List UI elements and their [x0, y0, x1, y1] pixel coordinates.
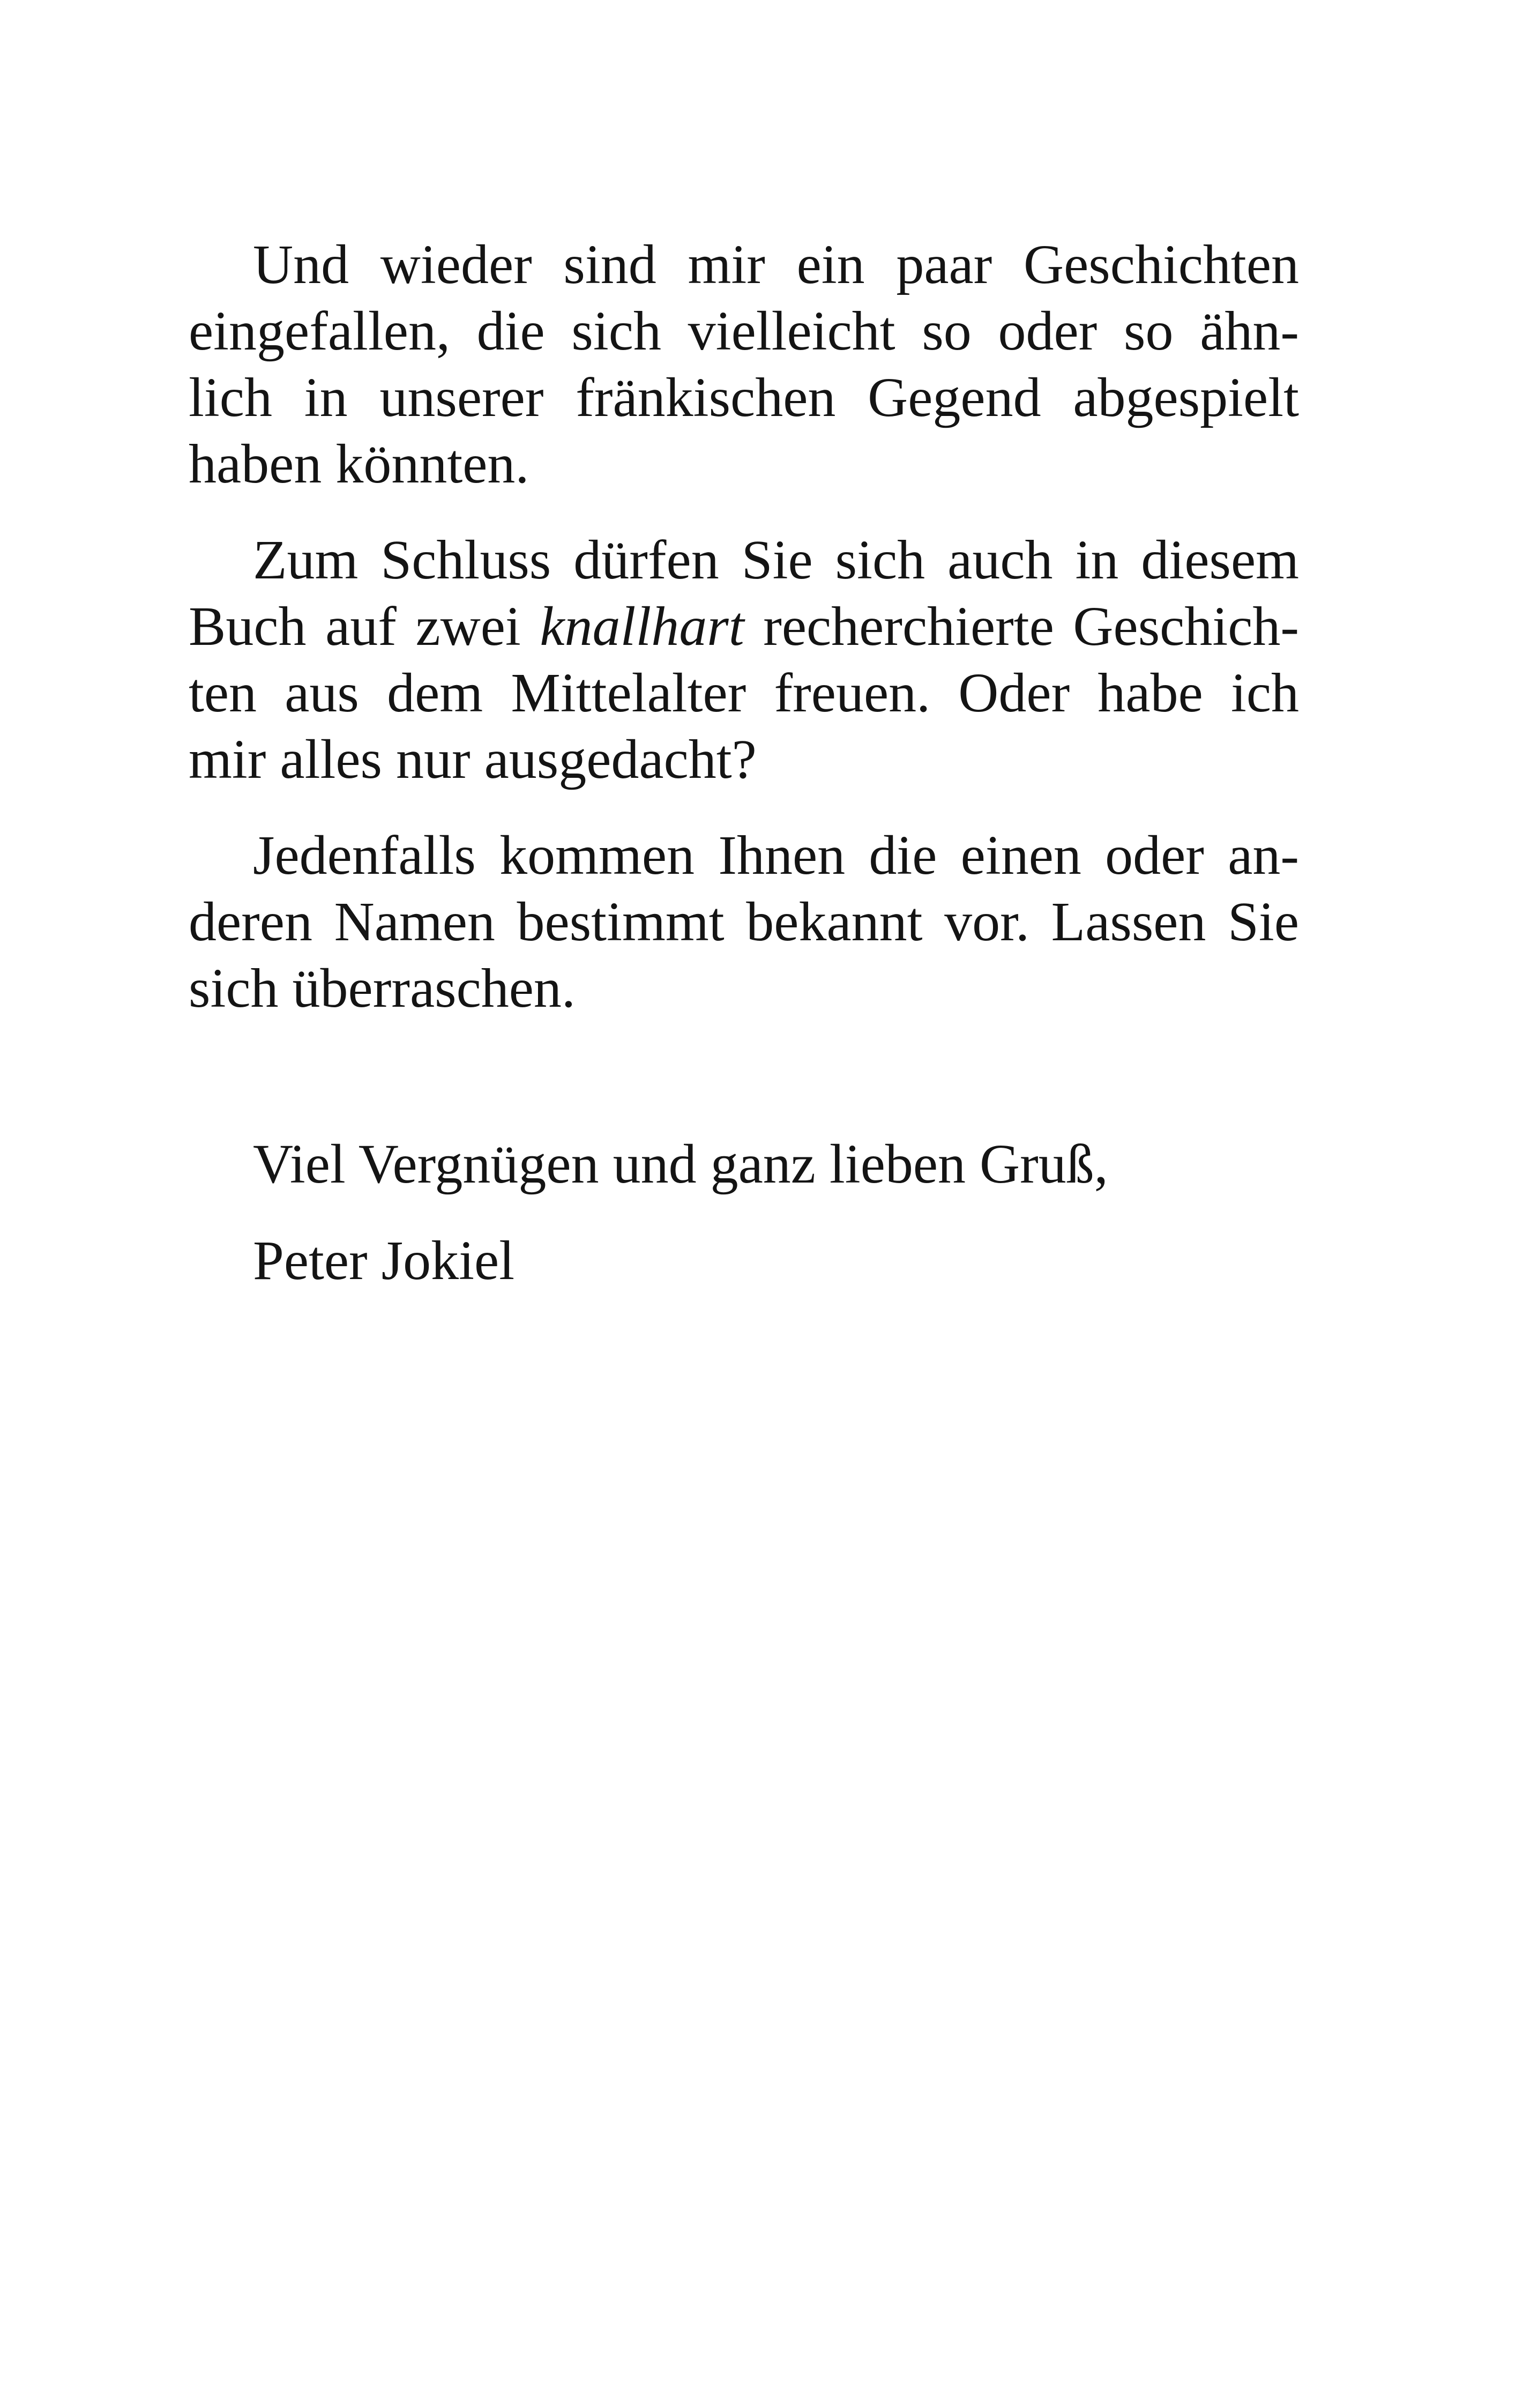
- paragraph-3: [189, 822, 1299, 1022]
- paragraph-line: haben könnten.: [189, 433, 529, 495]
- paragraph-line: deren Namen bestimmt bekannt vor. Lassen Sie: [189, 891, 1299, 953]
- paragraph-line-mixed: [189, 593, 1299, 660]
- paragraph-2: [189, 527, 1299, 793]
- paragraph-line: sich überraschen.: [189, 957, 576, 1019]
- emphasis-text: knallhart: [540, 596, 744, 657]
- paragraph-line: lich in unserer fränkischen Gegend abgespielt: [189, 367, 1299, 428]
- text-run: recherchierte Geschich-: [744, 596, 1300, 657]
- paragraph-line: Zum Schluss dürfen Sie sich auch in diesem: [253, 529, 1299, 591]
- paragraph-1: [189, 232, 1299, 497]
- paragraph-line: ten aus dem Mittelalter freuen. Oder habe ich: [189, 662, 1299, 724]
- paragraph-line: Und wieder sind mir ein paar Geschichten: [253, 234, 1299, 295]
- paragraph-line: mir alles nur ausgedacht?: [189, 729, 757, 790]
- body-text: [189, 232, 1299, 1051]
- closing-greeting: Viel Vergnügen und ganz lieben Gruß,: [253, 1133, 1108, 1195]
- author-signature: Peter Jokiel: [253, 1230, 515, 1291]
- paragraph-line: Jedenfalls kommen Ihnen die einen oder an-: [253, 824, 1299, 886]
- paragraph-line: eingefallen, die sich vielleicht so oder so ähn-: [189, 300, 1299, 362]
- text-run: Buch auf zwei: [189, 596, 540, 657]
